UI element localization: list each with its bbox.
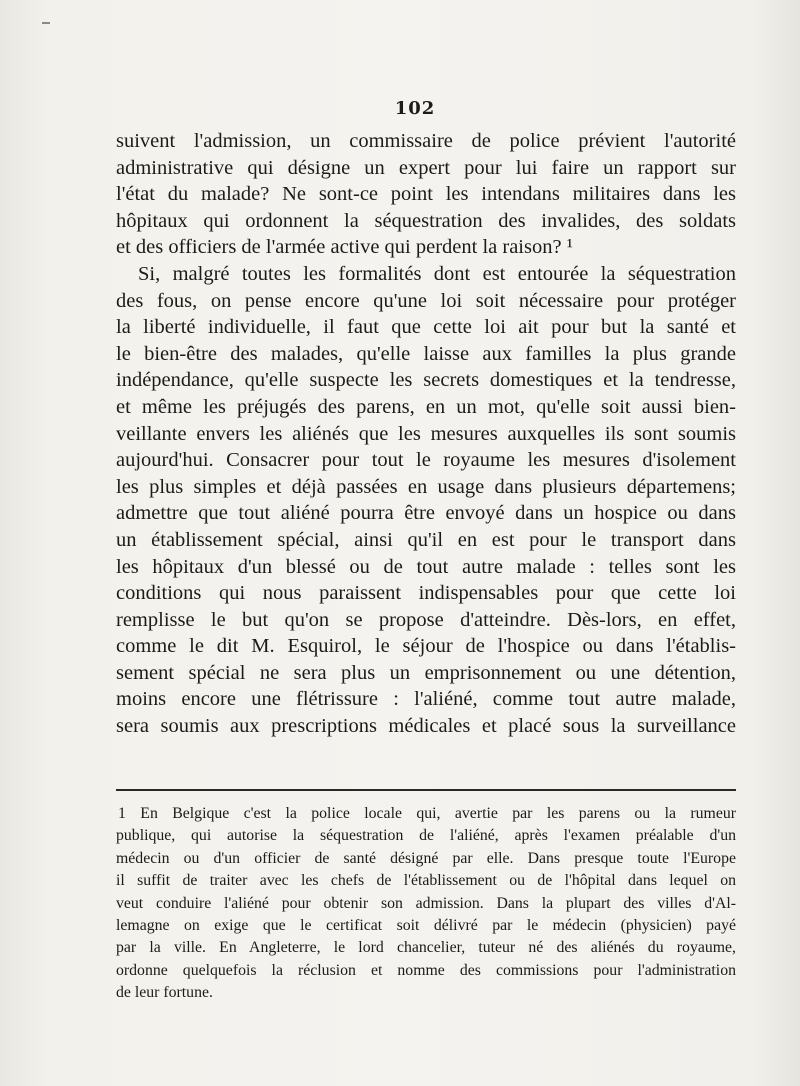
footnote <box>116 803 736 1005</box>
text-line: les plus simples et déjà passées en usage dans plusieurs départemens; <box>116 475 736 498</box>
footnote-line: de leur fortune. <box>116 984 213 1002</box>
text-line: moins encore une flétrissure : l'aliéné, comme tout autre malade, <box>116 688 736 711</box>
text-line: comme le dit M. Esquirol, le séjour de l'hospice ou dans l'établis- <box>116 635 736 658</box>
footnote-line: par la ville. En Angleterre, le lord chancelier, tuteur né des aliénés du royaume, <box>116 939 736 957</box>
text-line: conditions qui nous paraissent indispensables pour que cette loi <box>116 582 736 605</box>
text-line: un établissement spécial, ainsi qu'il en est pour le transport dans <box>116 528 736 551</box>
footnote-divider <box>116 789 736 791</box>
text-line: des fous, on pense encore qu'une loi soit nécessaire pour protéger <box>116 289 736 312</box>
text-line: admettre que tout aliéné pourra être envoyé dans un hospice ou dans <box>116 502 736 525</box>
text-line: l'état du malade? Ne sont-ce point les intendans militaires dans les <box>116 183 736 206</box>
footnote-line: publique, qui autorise la séquestration de l'aliéné, après l'examen préalable d'un <box>116 827 736 845</box>
text-line: sera soumis aux prescriptions médicales et placé sous la surveillance <box>116 715 736 738</box>
text-line: indépendance, qu'elle suspecte les secrets domestiques et la tendresse, <box>116 369 736 392</box>
text-line: administrative qui désigne un expert pour lui faire un rapport sur <box>116 156 736 179</box>
footnote-line: il suffit de traiter avec les chefs de l'établissement ou de l'hôpital dans lequel on <box>116 872 736 890</box>
text-line: sement spécial ne sera plus un emprisonnement ou une détention, <box>116 661 736 684</box>
text-line: le bien-être des malades, qu'elle laisse aux familles la plus grande <box>116 342 736 365</box>
footnote-line: lemagne on exige que le certificat soit délivré par le médecin (physicien) payé <box>116 917 736 935</box>
text-line: la liberté individuelle, il faut que cette loi ait pour but la santé et <box>116 316 736 339</box>
page-number: 102 <box>394 98 436 119</box>
text-line: et des officiers de l'armée active qui perdent la raison? ¹ <box>116 236 573 259</box>
text-line: les hôpitaux d'un blessé ou de tout autre malade : telles sont les <box>116 555 736 578</box>
text-line: remplisse le but qu'on se propose d'atteindre. Dès-lors, en effet, <box>116 608 736 631</box>
text-line: hôpitaux qui ordonnent la séquestration des invalides, des soldats <box>116 209 736 232</box>
text-line: aujourd'hui. Consacrer pour tout le royaume les mesures d'isolement <box>116 449 736 472</box>
footnote-line: ordonne quelquefois la réclusion et nomme des commissions pour l'administration <box>116 961 736 979</box>
text-line: Si, malgré toutes les formalités dont est entourée la séquestration <box>138 262 736 285</box>
text-line: et même les préjugés des parens, en un mot, qu'elle soit aussi bien- <box>116 395 736 418</box>
scan-mark <box>42 22 50 24</box>
footnote-line: médecin ou d'un officier de santé désigné par elle. Dans presque toute l'Europe <box>116 849 736 867</box>
footnote-line: veut conduire l'aliéné pour obtenir son admission. Dans la plupart des villes d'Al- <box>116 894 736 912</box>
footnote-line: 1 En Belgique c'est la police locale qui, avertie par les parens ou la rumeur <box>118 805 736 822</box>
text-line: suivent l'admission, un commissaire de police prévient l'autorité <box>116 130 736 152</box>
main-text <box>116 128 736 740</box>
text-line: veillante envers les aliénés que les mesures auxquelles ils sont soumis <box>116 422 736 445</box>
